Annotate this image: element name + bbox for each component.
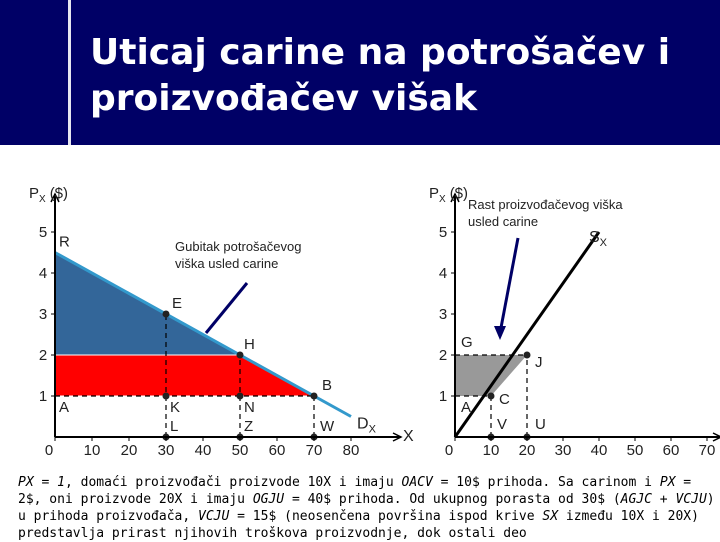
left-point-label: E bbox=[172, 295, 183, 312]
left-y-tick-label: 4 bbox=[38, 265, 48, 282]
right-x-tick-label: 30 bbox=[554, 442, 572, 459]
left-x-tick-label: 30 bbox=[157, 442, 175, 459]
left-point-marker bbox=[311, 393, 318, 400]
producer-surplus-gain-area bbox=[455, 355, 527, 396]
right-y-tick-label: 2 bbox=[438, 347, 448, 364]
supply-label-main: S bbox=[589, 229, 600, 246]
left-y-tick-label: 2 bbox=[38, 347, 48, 364]
consumer-loss-pointer bbox=[206, 283, 247, 333]
right-x-tick-label: 70 bbox=[698, 442, 716, 459]
caption-part-3: OACV bbox=[401, 475, 433, 490]
caption-part-13: VCJU bbox=[198, 509, 230, 524]
caption-part-2: , domaći proizvođači proizvode 10X i imaju bbox=[64, 475, 402, 490]
left-point-marker bbox=[237, 352, 244, 359]
left-point-label: W bbox=[320, 418, 335, 435]
left-y-tick-label: 3 bbox=[38, 306, 48, 323]
caption-part-10: + bbox=[651, 492, 676, 507]
left-y-axis-unit: ($) bbox=[49, 185, 69, 202]
right-point-label: J bbox=[535, 354, 543, 371]
left-point-label: K bbox=[170, 399, 181, 416]
caption-part-14: = 15$ (neosenčena površina ispod krive bbox=[229, 509, 543, 524]
demand-label bbox=[357, 416, 377, 436]
right-y-tick-label: 4 bbox=[438, 265, 448, 282]
producer-gain-annotation-line: Rast proizvođačevog viška bbox=[468, 197, 623, 212]
left-point-label: N bbox=[244, 399, 255, 416]
right-y-tick-label: 1 bbox=[438, 388, 448, 405]
right-y-axis-label-main: P bbox=[429, 185, 440, 202]
right-x-tick-label: 10 bbox=[482, 442, 500, 459]
title-line-2: proizvođačev višak bbox=[90, 78, 478, 119]
right-x-tick-label: 50 bbox=[626, 442, 644, 459]
supply-label-sub: X bbox=[599, 237, 608, 249]
caption-part-16: između 10X i 20X) predstavlja prirast njihovih troškova proizvodnje, dok ostali deo bbox=[18, 509, 699, 541]
producer-gain-annotation-line: usled carine bbox=[468, 214, 539, 229]
left-point-label: A bbox=[59, 399, 70, 416]
right-y-axis-label-sub: X bbox=[439, 194, 446, 205]
left-x-tick-label: 80 bbox=[342, 442, 360, 459]
left-x-tick-label: 10 bbox=[83, 442, 101, 459]
caption-part-5: PX bbox=[659, 475, 676, 490]
right-point-label: C bbox=[499, 391, 510, 408]
left-y-axis-label bbox=[29, 185, 68, 205]
left-x-tick-label: 0 bbox=[44, 442, 54, 459]
left-chart bbox=[29, 185, 414, 459]
caption-part-6: = 2$, oni proizvode 20X i imaju bbox=[18, 475, 692, 507]
caption-part-1: PX = 1 bbox=[18, 475, 65, 490]
right-x-tick-label: 0 bbox=[444, 442, 454, 459]
left-point-marker bbox=[237, 393, 244, 400]
caption-part-7: OGJU bbox=[252, 492, 285, 507]
left-y-axis-label-main: P bbox=[29, 185, 40, 202]
caption-part-12: ) u prihoda proizvođača, bbox=[18, 492, 715, 524]
demand-label-main: D bbox=[357, 415, 369, 433]
right-x-tick-label: 60 bbox=[662, 442, 680, 459]
right-x-tick-label: 20 bbox=[518, 442, 536, 459]
caption-part-4: = 10$ prihoda. Sa carinom i bbox=[432, 475, 660, 490]
left-y-axis-label-sub: X bbox=[39, 194, 46, 205]
right-y-tick-label: 3 bbox=[438, 306, 448, 323]
consumer-loss-annotation-line: viška usled carine bbox=[175, 256, 279, 271]
right-point-label: U bbox=[535, 416, 546, 433]
caption-text bbox=[18, 474, 718, 542]
right-point-marker bbox=[488, 393, 495, 400]
left-point-label: H bbox=[244, 336, 255, 353]
producer-gain-pointer bbox=[500, 238, 518, 333]
right-point-label: G bbox=[461, 334, 473, 351]
left-x-tick-label: 70 bbox=[305, 442, 323, 459]
right-y-axis-label bbox=[429, 185, 468, 205]
left-point-label: L bbox=[170, 418, 179, 435]
right-chart bbox=[429, 185, 720, 459]
left-point-marker bbox=[163, 393, 170, 400]
left-x-tick-label: 50 bbox=[231, 442, 249, 459]
left-x-axis-label: X bbox=[403, 428, 414, 445]
left-point-marker bbox=[163, 311, 170, 318]
producer-gain-pointer-head bbox=[494, 326, 506, 340]
left-point-label: Z bbox=[244, 418, 254, 435]
left-x-tick-label: 40 bbox=[194, 442, 212, 459]
title-line-1: Uticaj carine na potrošačev i bbox=[90, 32, 671, 73]
caption-part-9: AGJC bbox=[620, 492, 652, 507]
demand-label-sub: X bbox=[368, 423, 376, 436]
right-x-tick-label: 40 bbox=[590, 442, 608, 459]
right-point-label: V bbox=[497, 416, 508, 433]
consumer-loss-annotation-line: Gubitak potrošačevog bbox=[175, 239, 302, 254]
supply-label bbox=[589, 229, 608, 249]
right-point-label: A bbox=[461, 399, 472, 416]
left-x-tick-label: 60 bbox=[268, 442, 286, 459]
right-y-tick-label: 5 bbox=[438, 224, 448, 241]
left-point-label: R bbox=[59, 233, 70, 251]
caption-part-15: SX bbox=[542, 509, 559, 524]
right-y-axis-unit: ($) bbox=[449, 185, 469, 202]
caption-part-11: VCJU bbox=[675, 492, 707, 507]
right-point-marker bbox=[524, 352, 531, 359]
caption-part-8: = 40$ prihoda. Od ukupnog porasta od 30$ ( bbox=[284, 492, 621, 507]
left-y-tick-label: 5 bbox=[38, 224, 48, 241]
left-x-tick-label: 20 bbox=[120, 442, 138, 459]
left-y-tick-label: 1 bbox=[38, 388, 48, 405]
left-point-label: B bbox=[322, 377, 333, 394]
